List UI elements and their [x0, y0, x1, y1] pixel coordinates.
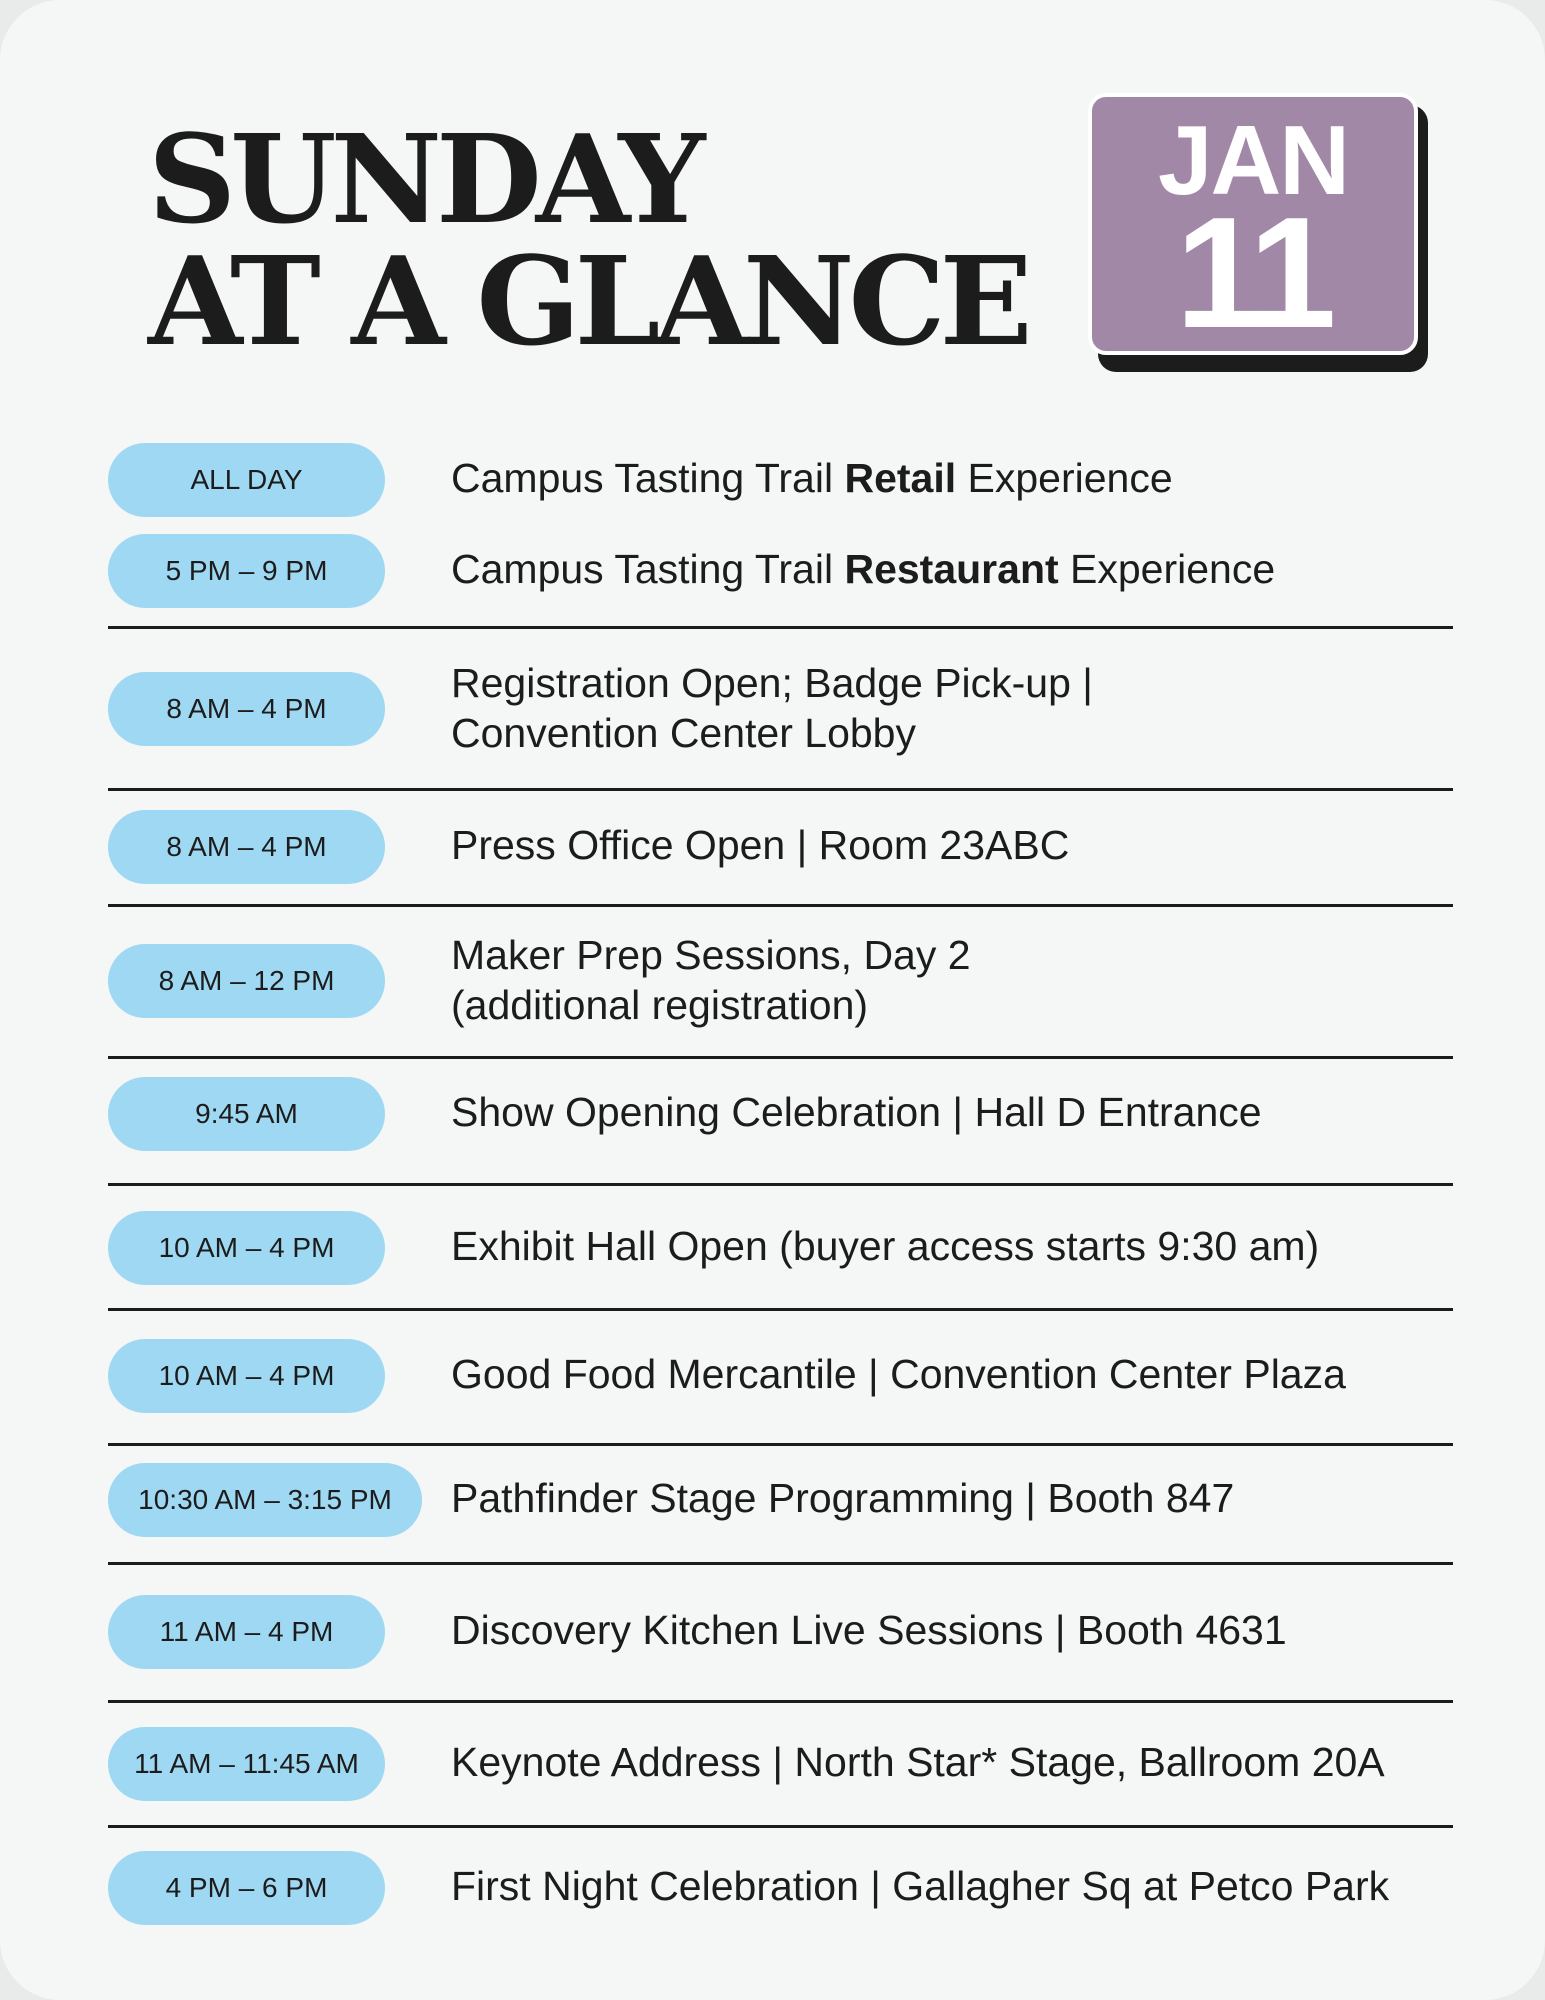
divider	[108, 788, 1453, 791]
divider	[108, 626, 1453, 629]
event-text-line-1: Maker Prep Sessions, Day 2	[451, 932, 971, 978]
event-description	[451, 930, 971, 1030]
divider	[108, 904, 1453, 907]
time-pill: 4 PM – 6 PM	[108, 1851, 385, 1925]
event-description	[451, 453, 1173, 503]
event-text: Experience	[1058, 546, 1276, 592]
title-line-2: AT A GLANCE	[148, 229, 1027, 373]
divider	[108, 1825, 1453, 1828]
event-description: Keynote Address | North Star* Stage, Ballroom 20A	[451, 1739, 1385, 1785]
event-description	[451, 658, 1093, 758]
time-pill: ALL DAY	[108, 443, 385, 517]
event-text: Campus Tasting Trail	[451, 455, 845, 501]
title-line-1: SUNDAY	[148, 107, 700, 251]
divider	[108, 1183, 1453, 1186]
event-text-line-2: (additional registration)	[451, 982, 869, 1028]
time-pill: 5 PM – 9 PM	[108, 534, 385, 608]
time-pill: 10 AM – 4 PM	[108, 1339, 385, 1413]
date-month: JAN	[1157, 105, 1349, 215]
event-text: Experience	[956, 455, 1173, 501]
time-pill: 11 AM – 11:45 AM	[108, 1727, 385, 1801]
event-text-bold: Restaurant	[844, 546, 1059, 592]
divider	[108, 1700, 1453, 1703]
event-description: Exhibit Hall Open (buyer access starts 9:30 am)	[451, 1223, 1320, 1269]
event-description: Show Opening Celebration | Hall D Entrance	[451, 1089, 1262, 1135]
time-pill: 10:30 AM – 3:15 PM	[108, 1463, 422, 1537]
event-description	[451, 544, 1275, 594]
time-pill: 10 AM – 4 PM	[108, 1211, 385, 1285]
date-badge	[1088, 93, 1418, 361]
page-title	[148, 107, 1027, 373]
divider	[108, 1443, 1453, 1446]
event-description: Discovery Kitchen Live Sessions | Booth 4631	[451, 1607, 1287, 1653]
divider	[108, 1308, 1453, 1311]
time-pill: 9:45 AM	[108, 1077, 385, 1151]
time-pill: 8 AM – 4 PM	[108, 672, 385, 746]
event-description: First Night Celebration | Gallagher Sq at Petco Park	[451, 1863, 1390, 1909]
time-pill: 11 AM – 4 PM	[108, 1595, 385, 1669]
divider	[108, 1562, 1453, 1565]
event-text-line-1: Registration Open; Badge Pick-up |	[451, 660, 1093, 706]
event-text-bold: Retail	[844, 455, 957, 501]
event-text: Campus Tasting Trail	[451, 546, 845, 592]
event-description: Pathfinder Stage Programming | Booth 847	[451, 1475, 1235, 1521]
event-text-line-2: Convention Center Lobby	[451, 710, 916, 756]
divider	[108, 1056, 1453, 1059]
date-day: 11	[1175, 185, 1331, 361]
event-description: Good Food Mercantile | Convention Center Plaza	[451, 1351, 1346, 1397]
event-description: Press Office Open | Room 23ABC	[451, 822, 1070, 868]
time-pill: 8 AM – 4 PM	[108, 810, 385, 884]
time-pill: 8 AM – 12 PM	[108, 944, 385, 1018]
